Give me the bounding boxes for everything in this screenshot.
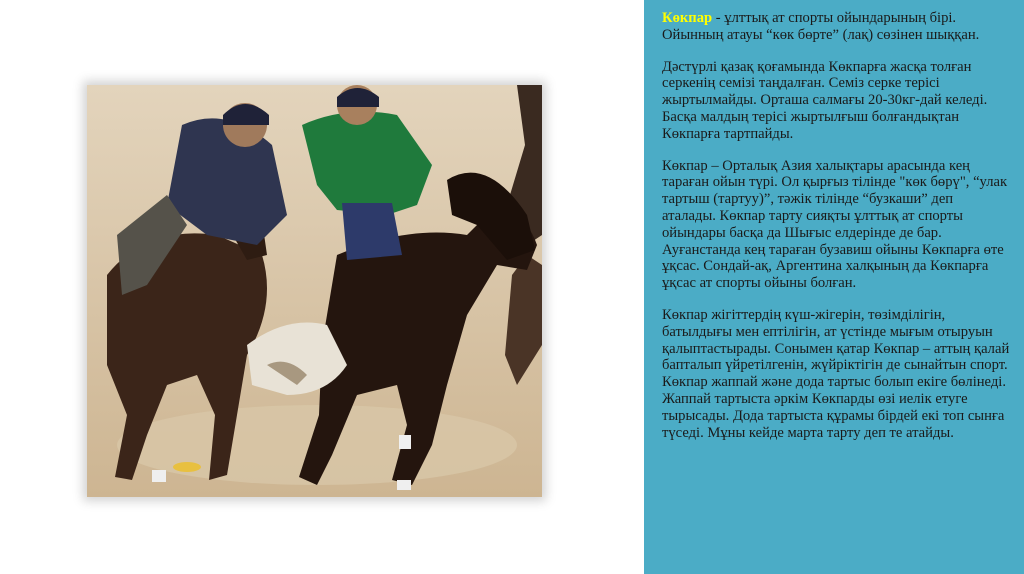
paragraph-1 xyxy=(662,10,1010,44)
paragraph-1-text: - ұлттық ат спорты ойындарының бірі. Ойынның атауы “көк бөрте” (лақ) сөзінен шыққан. xyxy=(662,10,980,43)
paragraph-3: Көкпар – Орталық Азия халықтары арасында кең тараған ойын түрі. Ол қырғыз тілінде "көк бөрү", “улак тартыш (тартуу)”, тәжік тілінде “бузкаши” деп аталады. Көкпар тарту сияқты ұлттық ат спорты ойындары басқа да Шығыс елдерінде де бар. Ауғанстанда кең тараған бузавиш ойыны Көкпарға өте ұқсас. Сондай-ақ, Аргентина халқының да Көкпарға ұқсас ат спорты ойыны болған. xyxy=(662,157,1008,292)
highlighted-term: Көкпар xyxy=(662,10,713,26)
text-block xyxy=(662,10,1010,456)
paragraph-2: Дәстүрлі қазақ қоғамында Көкпарға жасқа толған серкенің семізі таңдалған. Семіз серке терісі жыртылмайды. Орташа салмағы 20-30кг-дай келеді. Басқа малдың терісі жыртылғыш болғандықтан Көкпарға тартпайды. xyxy=(662,58,988,142)
kokpar-photo-icon xyxy=(87,85,542,497)
kokpar-photo xyxy=(87,85,542,497)
paragraph-4: Көкпар жігіттердің күш-жігерін, төзімділігін, батылдығы мен ептілігін, ат үстінде мығым отыруын қалыптастырады. Сонымен қатар Көкпар – аттың қалай бапталып үйретілгенін, жүйріктігін де сынайтын спорт. Көкпар жаппай және дода тартыс болып екіге бөлінеді. Жаппай тартыста әркім Көкпарды өзі иелік етуге тырысады. Дода тартыста құрамы бірдей екі топ сынға түседі. Мұны кейде марта тарту деп те атайды. xyxy=(662,306,1010,441)
